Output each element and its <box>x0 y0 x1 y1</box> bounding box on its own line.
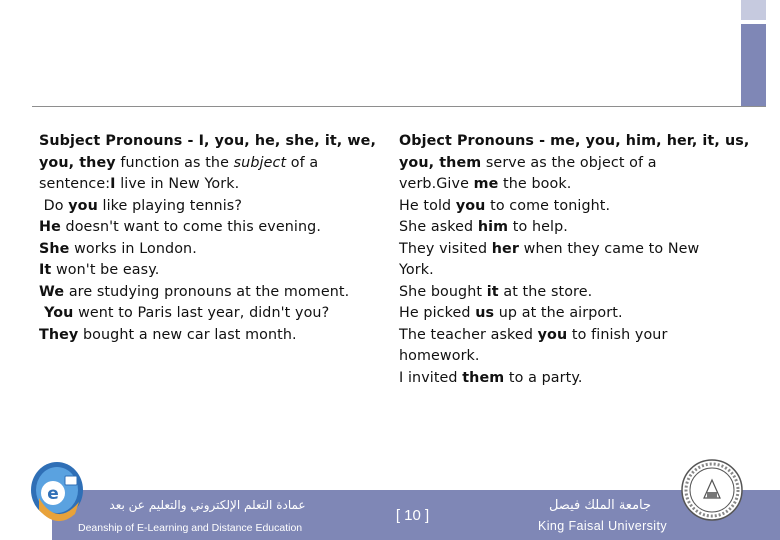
body-text: the book. <box>498 176 572 192</box>
subject-pronouns-column <box>39 131 377 346</box>
right_column-line <box>399 131 750 153</box>
body-text: The teacher asked <box>399 326 538 343</box>
university-seal-icon <box>680 458 744 522</box>
body-text: at the store. <box>498 283 593 300</box>
decorative-bar-dark <box>741 24 766 107</box>
pronoun-text: They <box>39 326 79 343</box>
pronoun-text: you, they <box>39 154 116 171</box>
right_column-line <box>399 282 729 304</box>
pronoun-text: It <box>39 262 52 278</box>
body-text: works in London. <box>69 240 197 257</box>
page-number: [ 10 ] <box>395 507 430 524</box>
body-text: serve as the object of a <box>481 154 657 171</box>
right_column-line <box>399 260 729 282</box>
body-text: to a party. <box>504 369 583 386</box>
body-text: won't be easy. <box>51 262 160 278</box>
body-text: when they came to New <box>519 240 700 257</box>
top-divider <box>32 106 766 107</box>
body-text: doesn't want to come this evening. <box>60 219 321 235</box>
body-text: I invited <box>399 369 463 386</box>
pronoun-text: you <box>68 197 98 214</box>
body-text: went to Paris last year, didn't you? <box>73 305 330 321</box>
body-text: live in New York. <box>115 176 240 192</box>
right_column-line <box>399 239 729 261</box>
pronoun-text: you <box>537 326 568 343</box>
pronoun-text: He <box>39 219 61 235</box>
body-text: sentence: <box>39 176 111 192</box>
pronoun-text: me <box>473 176 499 192</box>
left_column-line <box>39 303 374 325</box>
body-text: function as the <box>115 154 234 171</box>
body-text: subject <box>233 154 287 171</box>
right_column-line <box>399 196 729 218</box>
body-text: to come tonight. <box>485 197 611 214</box>
body-text: Do <box>39 197 69 214</box>
pronoun-text: them <box>462 369 505 386</box>
right_column-line <box>399 217 729 239</box>
pronoun-text: Subject Pronouns - I, you, he, she, it, we, <box>39 133 377 149</box>
university-english: King Faisal University <box>538 519 667 533</box>
pronoun-text: Object Pronouns - me, you, him, her, it, us, <box>399 133 750 149</box>
deanship-english: Deanship of E-Learning and Distance Education <box>78 522 303 534</box>
pronoun-text: it <box>486 283 499 300</box>
right_column-line <box>399 368 729 390</box>
right_column-line <box>399 303 729 325</box>
pronoun-text: I <box>110 176 116 192</box>
pronoun-text: We <box>39 283 65 300</box>
svg-text:e: e <box>47 484 59 504</box>
left_column-line <box>39 217 374 239</box>
body-text: bought a new car last month. <box>78 326 297 343</box>
pronoun-text: us <box>475 305 495 321</box>
body-text: verb.Give <box>399 176 474 192</box>
body-text: to finish your <box>567 326 668 343</box>
university-arabic: جامعة الملك فيصل <box>548 498 652 513</box>
right_column-line <box>399 174 729 196</box>
pronoun-text: her <box>491 240 520 257</box>
right_column-line <box>399 325 729 347</box>
left_column-line <box>39 196 374 218</box>
decorative-bar-light <box>741 0 766 20</box>
left_column-line <box>39 260 374 282</box>
body-text: They visited <box>399 240 492 257</box>
body-text: She bought <box>399 283 487 300</box>
elearning-logo-icon <box>27 458 83 530</box>
body-text: of a <box>286 154 319 171</box>
body-text: homework. <box>399 348 480 364</box>
right_column-line <box>399 346 729 368</box>
object-pronouns-column <box>399 131 750 389</box>
left_column-line <box>39 325 374 347</box>
left_column-line <box>39 131 377 153</box>
body-text: like playing tennis? <box>97 197 243 214</box>
body-text: York. <box>399 262 434 278</box>
left_column-line <box>39 153 374 175</box>
body-text: to help. <box>508 219 568 235</box>
body-text: He picked <box>399 305 476 321</box>
body-text: She asked <box>399 219 478 235</box>
deanship-arabic: عمادة التعلم الإلكتروني والتعليم عن بعد <box>109 498 306 512</box>
body-text: He told <box>399 197 456 214</box>
body-text: are studying pronouns at the moment. <box>64 283 350 300</box>
pronoun-text: you <box>455 197 486 214</box>
body-text: up at the airport. <box>494 305 623 321</box>
pronoun-text: You <box>39 305 74 321</box>
pronoun-text: him <box>477 219 509 235</box>
pronoun-text: She <box>39 240 70 257</box>
left_column-line <box>39 174 374 196</box>
pronoun-text: you, them <box>399 154 482 171</box>
left_column-line <box>39 239 374 261</box>
right_column-line <box>399 153 729 175</box>
left_column-line <box>39 282 374 304</box>
